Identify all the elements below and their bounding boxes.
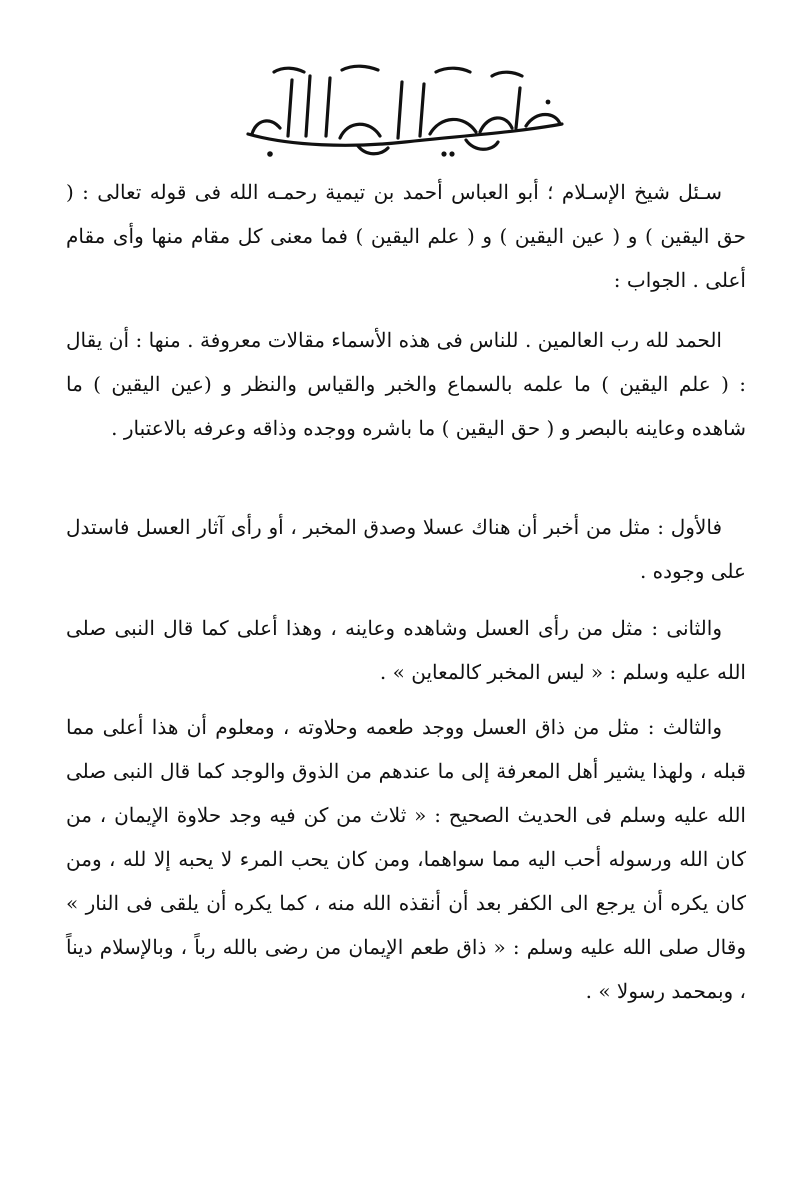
- question-text: سـئل شيخ الإسـلام ؛ أبو العباس أحمد بن تيمية رحمـه الله فى قوله تعالى : ( حق اليقين ) و ( عين اليقين ) و ( علم اليقين ) فما معنى كل مقام منها وأى مقام أعلى . الجواب :: [66, 180, 746, 292]
- third-level-text: والثالث : مثل من ذاق العسل ووجد طعمه وحلاوته ، ومعلوم أن هذا أعلى مما قبله ، ولهذا يشير أهل المعرفة إلى ما عندهم من الذوق والوجد كما قال النبى صلى الله عليه وسلم فى الحديث الصحيح : « ثلاث من كن فيه وجد حلاوة الإيمان ، من كان الله ورسوله أحب اليه مما سواهما، ومن كان يحب المرء لا يحبه إلا لله ، ومن كان يكره أن يرجع الى الكفر بعد أن أنقذه الله منه ، كما يكره أن يلقى فى النار » وقال صلى الله عليه وسلم : « ذاق طعم الإيمان من رضى بالله رباً ، وبالإسلام ديناً ، وبمحمد رسولا » .: [66, 715, 746, 1003]
- first-level-paragraph: [66, 505, 746, 593]
- answer-text: الحمد لله رب العالمين . للناس فى هذه الأسماء مقالات معروفة . منها : أن يقال : ( علم اليقين ) ما علمه بالسماع والخبر والقياس والنظر و (عين اليقين ) ما شاهده وعاينه بالبصر و ( حق اليقين ) ما باشره ووجده وذاقه وعرفه بالاعتبار .: [66, 328, 746, 440]
- third-level-paragraph: [66, 705, 746, 1013]
- answer-paragraph: [66, 318, 746, 450]
- second-level-paragraph: [66, 606, 746, 694]
- question-paragraph: [66, 170, 746, 302]
- first-level-text: فالأول : مثل من أخبر أن هناك عسلا وصدق المخبر ، أو رأى آثار العسل فاستدل على وجوده .: [66, 515, 746, 583]
- basmala-calligraphy: [230, 62, 580, 162]
- second-level-text: والثانى : مثل من رأى العسل وشاهده وعاينه ، وهذا أعلى كما قال النبى صلى الله عليه وسلم : « ليس المخبر كالمعاين » .: [66, 616, 746, 684]
